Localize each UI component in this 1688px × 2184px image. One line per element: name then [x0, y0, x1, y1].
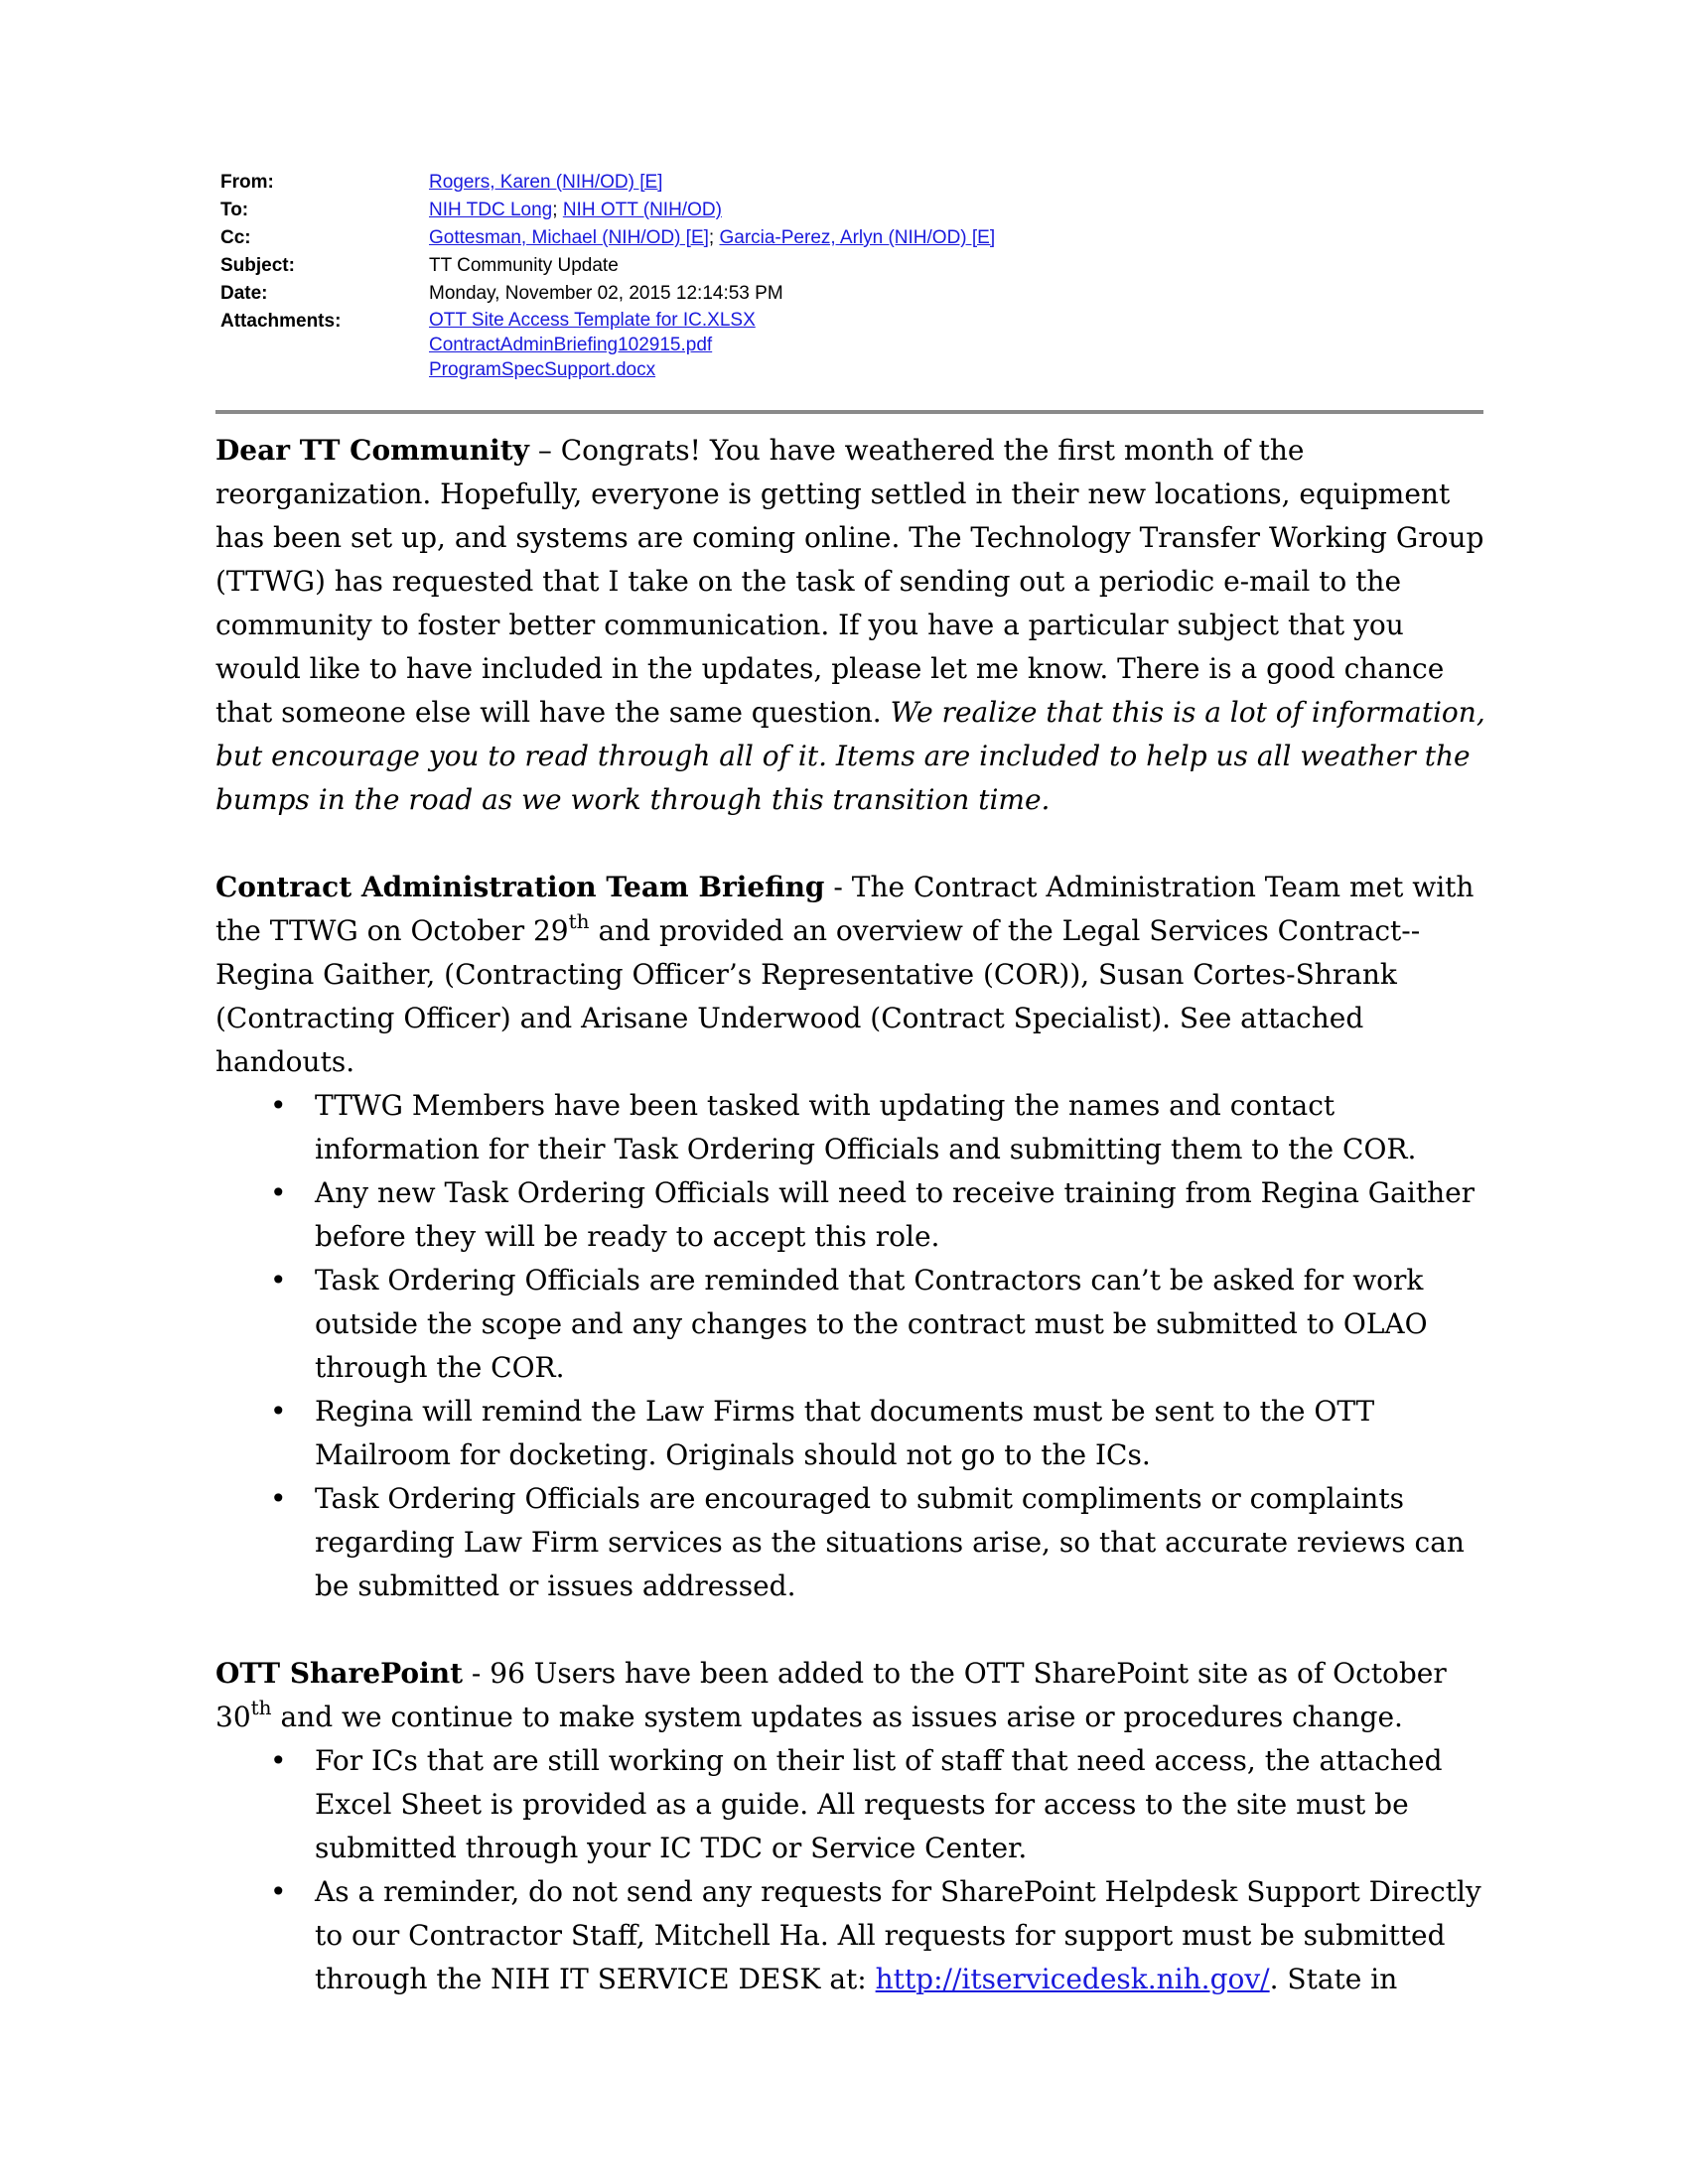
list-item — [215, 1739, 1491, 1870]
list-item-text: TTWG Members have been tasked with updating the names and contact information for their Task Ordering Officials and submitting them to the COR. — [315, 1089, 1417, 1165]
bullet-icon: • — [270, 1089, 287, 1122]
intro-paragraph — [215, 429, 1491, 822]
list-item-text: Regina will remind the Law Firms that documents must be sent to the OTT Mailroom for docketing. Originals should not go to the ICs. — [315, 1395, 1375, 1471]
to-link-1[interactable]: NIH TDC Long — [429, 200, 553, 220]
list-item-text: Task Ordering Officials are encouraged to submit compliments or complaints regarding Law Firm services as the situations arise, so that accurate reviews can be submitted or issues addressed. — [315, 1482, 1465, 1602]
to-label: To: — [220, 200, 249, 220]
contract-ordinal-suffix: th — [568, 909, 590, 933]
sharepoint-text-2: and we continue to make system updates as issues arise or procedures change. — [271, 1701, 1403, 1733]
list-item-text: Any new Task Ordering Officials will need to receive training from Regina Gaither before they will be ready to accept this role. — [315, 1176, 1476, 1253]
sharepoint-bullet-list — [215, 1739, 1491, 2001]
attachment-link[interactable]: ContractAdminBriefing102915.pdf — [429, 335, 713, 355]
intro-italic-text: We realize that this is a lot of information, but encourage you to read through all of it. Items are included to help us all weather the bumps in the road as we work through this transition time. — [215, 696, 1485, 816]
date-value: Monday, November 02, 2015 12:14:53 PM — [429, 283, 783, 304]
list-item-text: For ICs that are still working on their list of staff that need access, the attached Excel Sheet is provided as a guide. All requests for access to the site must be submitted through your IC TDC or Service Center. — [315, 1744, 1443, 1864]
bullet-icon: • — [270, 1264, 287, 1297]
email-body — [215, 429, 1491, 2001]
intro-text: – Congrats! You have weathered the first month of the reorganization. Hopefully, everyone is getting settled in their new locations, equipment has been set up, and systems are coming online. The Technology Transfer Working Group (TTWG) has requested that I take on the task of sending out a periodic e-mail to the community to foster better communication. If you have a particular subject that you would like to have included in the updates, please let me know. There is a good chance that someone else will have the same question. — [215, 434, 1484, 729]
attachments-list — [429, 308, 756, 382]
sharepoint-heading: OTT SharePoint — [215, 1657, 464, 1690]
list-item — [215, 1171, 1491, 1259]
list-item-text: As a reminder, do not send any requests for SharePoint Helpdesk Support Directly to our Contractor Staff, Mitchell Ha. All requests for support must be submitted through the NIH IT SERVICE DESK at: — [315, 1875, 1481, 1995]
list-item — [215, 1259, 1491, 1390]
to-row — [220, 197, 1491, 224]
to-link-2[interactable]: NIH OTT (NIH/OD) — [562, 200, 722, 220]
subject-label: Subject: — [220, 255, 295, 276]
contract-heading: Contract Administration Team Briefing — [215, 871, 825, 903]
intro-heading: Dear TT Community — [215, 434, 529, 467]
cc-link-2[interactable]: Garcia-Perez, Arlyn (NIH/OD) [E] — [719, 227, 996, 248]
list-item — [215, 1477, 1491, 1608]
bullet-icon: • — [270, 1482, 287, 1515]
contract-bullet-list — [215, 1084, 1491, 1608]
cc-label: Cc: — [220, 227, 251, 248]
bullet-icon: • — [270, 1875, 287, 1908]
it-service-desk-link[interactable]: http://itservicedesk.nih.gov/ — [875, 1963, 1270, 1995]
subject-row — [220, 252, 1491, 280]
sharepoint-paragraph — [215, 1652, 1491, 1739]
list-item — [215, 1390, 1491, 1477]
cc-separator: ; — [708, 227, 715, 248]
contract-text-2: and provided an overview of the Legal Services Contract--Regina Gaither, (Contracting Officer’s Representative (COR)), Susan Cortes-Shrank (Contracting Officer) and Arisane Underwood (Contract Specialist). See attached handouts. — [215, 914, 1421, 1078]
cc-row — [220, 224, 1491, 252]
sharepoint-ordinal-suffix: th — [250, 1696, 272, 1719]
from-row — [220, 169, 1491, 197]
contract-text-1: - The Contract Administration Team met with the TTWG on October 29 — [215, 871, 1475, 947]
email-header — [220, 169, 1491, 387]
list-item-text-end: . State in — [1269, 1963, 1398, 1995]
attachments-row — [220, 308, 1491, 387]
cc-link-1[interactable]: Gottesman, Michael (NIH/OD) [E] — [429, 227, 709, 248]
contract-paragraph — [215, 866, 1491, 1084]
list-item — [215, 1870, 1491, 2001]
attachments-label: Attachments: — [220, 311, 342, 332]
header-divider — [215, 410, 1483, 414]
bullet-icon: • — [270, 1395, 287, 1428]
from-label: From: — [220, 172, 274, 193]
date-label: Date: — [220, 283, 268, 304]
date-row — [220, 280, 1491, 308]
list-item — [215, 1084, 1491, 1171]
from-link[interactable]: Rogers, Karen (NIH/OD) [E] — [429, 172, 663, 193]
attachment-link[interactable]: OTT Site Access Template for IC.XLSX — [429, 310, 756, 331]
list-item-text: Task Ordering Officials are reminded that Contractors can’t be asked for work outside the scope and any changes to the contract must be submitted to OLAO through the COR. — [315, 1264, 1428, 1384]
bullet-icon: • — [270, 1176, 287, 1209]
subject-value: TT Community Update — [429, 255, 619, 276]
to-separator: ; — [552, 200, 558, 220]
sharepoint-text-1: - 96 Users have been added to the OTT SharePoint site as of October 30 — [215, 1657, 1447, 1733]
bullet-icon: • — [270, 1744, 287, 1777]
attachment-link[interactable]: ProgramSpecSupport.docx — [429, 359, 656, 380]
